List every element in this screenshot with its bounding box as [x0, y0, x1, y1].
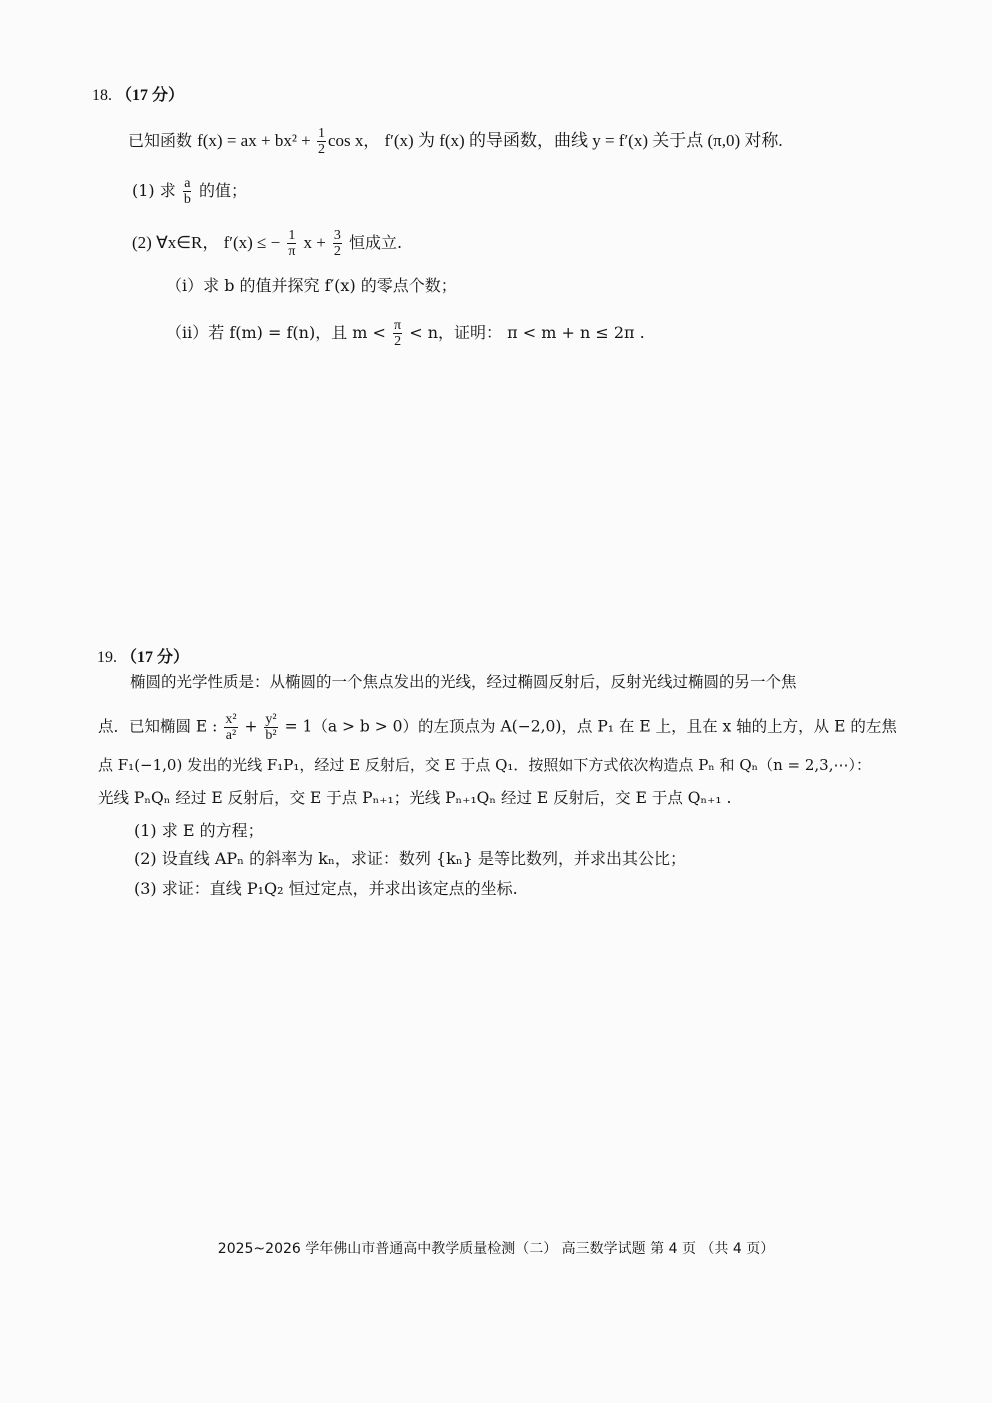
q18-p2ii-a: （ii）若 f(m) = f(n)，且 m < [166, 323, 386, 342]
q18-p1-num: a [184, 176, 191, 191]
q19-heading [97, 650, 189, 666]
q18-p2-num1: 1 [288, 228, 296, 243]
q18-p2ii-b: < n，证明： π < m + n ≤ 2π . [409, 323, 645, 342]
q18-p2ii-num: π [394, 318, 402, 333]
q18-p1-fraction [183, 176, 192, 207]
q19-plus: + [244, 717, 258, 736]
q18-score: （17 分） [116, 87, 185, 104]
q19-line2 [98, 712, 897, 743]
q18-p2-mid: x + [303, 233, 326, 252]
q19-part2: (2) 设直线 APₙ 的斜率为 kₙ，求证：数列 {kₙ} 是等比数列，并求出其公比； [134, 849, 687, 868]
q19-frac-y-den: b² [265, 728, 277, 743]
q19-number: 19. [97, 649, 117, 666]
q19-line2-a: 点．已知椭圆 E : [98, 717, 218, 736]
q19-line3: 点 F₁(−1,0) 发出的光线 F₁P₁，经过 E 反射后，交 E 于点 Q₁．按照如下方式依次构造点 Pₙ 和 Qₙ（n = 2,3,⋯）： [98, 756, 871, 774]
q19-frac-y [264, 712, 277, 743]
q19-part3: (3) 求证：直线 P₁Q₂ 恒过定点，并求出该定点的坐标. [134, 879, 518, 898]
q18-stem-prefix: 已知函数 [128, 131, 193, 150]
q19-frac-x-den: a² [225, 728, 237, 743]
q18-stem-cos: cos x [328, 131, 364, 150]
q18-half-fraction: $\frac{1}{2}$ [318, 126, 325, 157]
q18-heading [92, 88, 184, 104]
q18-p2-den2: 2 [333, 244, 341, 259]
q18-p2-frac1 [287, 228, 296, 259]
q18-part1 [132, 176, 247, 207]
q18-p2-frac2 [333, 228, 342, 259]
q18-p2ii-den: 2 [394, 334, 402, 349]
q18-p2-tail: 恒成立. [349, 233, 403, 252]
q18-p1-label: (1) 求 [132, 181, 176, 200]
q19-line1: 椭圆的光学性质是：从椭圆的一个焦点发出的光线，经过椭圆反射后，反射光线过椭圆的另一个焦 [130, 673, 797, 691]
q18-p2-num2: 3 [333, 228, 341, 243]
q19-line2-b: = 1（a > b > 0）的左顶点为 A(−2,0)，点 P₁ 在 E 上，且在 x 轴的上方，从 E 的左焦 [284, 717, 897, 736]
q18-p1-tail: 的值； [198, 181, 247, 200]
q18-p1-den: b [183, 192, 191, 207]
q18-stem: 已知函数 f(x) = ax + bx² + $\frac{1}{2}$ cos x， f′(x) 为 f(x) 的导函数，曲线 y = f′(x) 关于点 (π,0) 对称. [128, 126, 783, 157]
q19-frac-y-num: y² [265, 712, 277, 727]
q18-part2 [132, 228, 402, 259]
q18-part2-i: （i）求 b 的值并探究 f′(x) 的零点个数； [166, 276, 457, 295]
q19-frac-x [224, 712, 237, 743]
q19-score: （17 分） [121, 649, 190, 666]
q18-part2-ii [166, 318, 645, 349]
q18-number: 18. [92, 87, 112, 104]
q18-stem-mid: f′(x) 为 f(x) 的导函数，曲线 y = f′(x) 关于点 (π,0) 对称. [384, 131, 783, 150]
q19-line4: 光线 PₙQₙ 经过 E 反射后，交 E 于点 Pₙ₊₁；光线 Pₙ₊₁Qₙ 经过 E 反射后，交 E 于点 Qₙ₊₁ . [98, 789, 732, 807]
q18-p2-den1: π [288, 244, 296, 259]
q18-p2-label: (2) ∀x∈R， f′(x) ≤ − [132, 233, 281, 252]
q18-p2ii-fraction [393, 318, 402, 349]
page-footer: 2025~2026 学年佛山市普通高中教学质量检测（二） 高三数学试题 第 4 页 （共 4 页） [217, 1241, 775, 1257]
q19-frac-x-num: x² [225, 712, 237, 727]
q19-part1: (1) 求 E 的方程； [134, 821, 264, 840]
q18-stem-fx: f(x) = ax + bx² + [197, 131, 315, 150]
